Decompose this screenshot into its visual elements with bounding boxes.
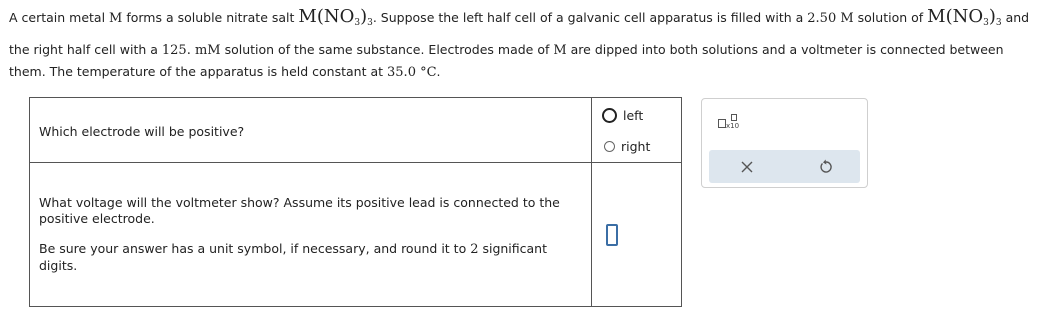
radio-option-left[interactable] <box>602 108 643 123</box>
question-1-text: Which electrode will be positive? <box>39 124 245 139</box>
question-table <box>29 97 682 307</box>
rounding-instructions: Be sure your answer has a unit symbol, if necessary, and round it to 2 significant digits. <box>39 241 548 273</box>
option-label-left: left <box>623 108 644 123</box>
radio-button[interactable] <box>604 141 615 152</box>
option-label-right: right <box>621 139 651 154</box>
toolbox-actions <box>709 150 860 183</box>
voltage-answer-input[interactable] <box>606 224 618 246</box>
radio-button-selected[interactable] <box>602 108 617 123</box>
close-icon[interactable] <box>739 159 755 175</box>
radio-option-right[interactable] <box>604 139 650 154</box>
problem-line-2: the right half cell with a 125. mM solution of the same substance. Electrodes made of M are dipped into both solutions and a voltmeter is connected between <box>9 42 1004 58</box>
salt-formula: $M(NO_3)_3$ <box>927 6 1002 28</box>
column-divider <box>591 98 592 306</box>
problem-line-3: them. The temperature of the apparatus is held constant at 35.0 °C. <box>9 64 441 80</box>
question-2-text: What voltage will the voltmeter show? Assume its positive lead is connected to the positive electrode. Be sure your answer has a unit symbol, if necessary, and round it to 2 significant digits. <box>39 195 579 288</box>
salt-formula: $M(NO_3)_3$ <box>298 6 373 28</box>
scientific-notation-icon[interactable]: x10 <box>718 113 742 135</box>
math-toolbox <box>701 98 868 188</box>
undo-icon[interactable] <box>818 159 834 175</box>
problem-statement <box>9 2 1049 80</box>
problem-line-1: A certain metal M forms a soluble nitrate salt $M(NO_3)_3$. Suppose the left half cell of a galvanic cell apparatus is filled with a 2.50 M solution of $M(NO_3)_3$ and <box>9 6 1030 28</box>
